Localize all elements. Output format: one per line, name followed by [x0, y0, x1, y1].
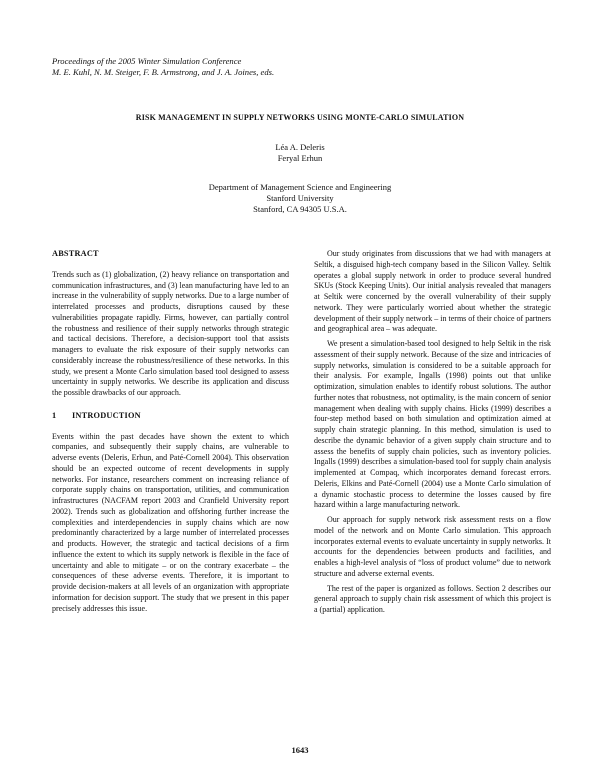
authors: [0, 142, 600, 164]
affiliation: [0, 182, 600, 215]
proceedings-line: Proceedings of the 2005 Winter Simulation Conference: [52, 56, 242, 66]
affiliation-line: Stanford, CA 94305 U.S.A.: [253, 204, 347, 214]
section-heading: [52, 411, 289, 422]
section-title: INTRODUCTION: [72, 410, 141, 420]
affiliation-line: Department of Management Science and Engineering: [208, 182, 392, 192]
right-column: [314, 249, 551, 616]
page-number: 1643: [291, 745, 309, 755]
paragraph: Our study originates from discussions that we had with managers at Seltik, a disguised high-tech company based in the Silicon Valley. Seltik operates a global supply network in order to produce several hundred SKUs (Stock Keeping Units). Our initial analysis revealed that managers at Seltik were concerned by the overall vulnerability of their supply network. They were particularly worried about whether the strategic development of their supply network – in terms of their choice of partners and geographical area – was adequate.: [314, 249, 551, 334]
author-name: Feryal Erhun: [277, 153, 323, 163]
affiliation-line: Stanford University: [266, 193, 334, 203]
paragraph: Our approach for supply network risk assessment rests on a flow model of the network and on Monte Carlo simulation. This approach incorporates external events to evaluate uncertainty in supply networks. It accounts for the dependencies between products and facilities, and enables a high-level analysis of “loss of product volume” due to network structure and adverse external events.: [314, 515, 551, 578]
editors-line: M. E. Kuhl, N. M. Steiger, F. B. Armstrong, and J. A. Joines, eds.: [52, 67, 275, 77]
proceedings-header: [52, 56, 274, 78]
section-number: 1: [52, 410, 57, 420]
paragraph: Events within the past decades have shown the extent to which companies, and subsequently their supply chains, are vulnerable to adverse events (Deleris, Erhun, and Paté-Cornell 2004). This observation should be an expected outcome of recent developments in supply networks. For instance, researchers comment on increasing reliance of corporate supply chains on transportation, utilities, and communication infrastructures (NACFAM report 2003 and Cranfield University report 2002). Trends such as globalization and offshoring further increase the complexities and interdependencies in supply chains which are now predominantly characterized by a large number of interrelated processes and products. However, the strategic and tactical decisions of a firm influence the extent to which its supply network is flexible in the face of uncertainty and able to mitigate – or on the contrary exacerbate – the consequences of these adverse events. Therefore, it is important to provide decision-makers at all levels of an organization with appropriate information for decision support. The study that we present in this paper precisely addresses this issue.: [52, 431, 289, 613]
left-column: [52, 249, 289, 614]
abstract-heading: ABSTRACT: [52, 249, 99, 258]
paragraph: We present a simulation-based tool designed to help Seltik in the risk assessment of their supply network. Because of the size and intricacies of supply networks, simulation is considered to be a suitable approach for their analysis. For example, Ingalls (1998) points out that unlike optimization, simulation enables to identify robust solutions. The author further notes that robustness, not optimality, is the main concern of senior management when dealing with supply chains. Hicks (1999) describes a four-step method based on both simulation and optimization aimed at supply chain strategic planning. In this method, simulation is used to describe the dynamic behavior of a given supply chain structure and to assess the benefits of supply chain policies, such as inventory policies. Ingalls (1999) describes a simulation-based tool for supply chain analysis implemented at Compaq, which incorporates demand forecast errors. Deleris, Elkins and Paté-Cornell (2004) use a Monte Carlo simulation of a dynamic stochastic process to determine the losses caused by fire hazard within a large manufacturing network.: [314, 339, 551, 510]
author-name: Léa A. Deleris: [275, 142, 325, 152]
paragraph: The rest of the paper is organized as follows. Section 2 describes our general approach to supply chain risk assessment of which this project is a (partial) application.: [314, 583, 551, 614]
paper-title: RISK MANAGEMENT IN SUPPLY NETWORKS USING MONTE-CARLO SIMULATION: [135, 113, 465, 122]
abstract-text: Trends such as (1) globalization, (2) heavy reliance on transportation and communication infrastructures, and (3) lean manufacturing have led to an increase in the vulnerability of supply networks. Due to a large number of interrelated processes and products, disruptions caused by these vulnerabilities propagate rapidly. Firms, however, can partially control the robustness and resilience of their supply networks through strategic and tactical decisions. Therefore, a decision-support tool that assists managers to evaluate the risk exposure of their supply networks can considerably increase the robustness/resilience of these networks. In this study, we present a Monte Carlo simulation based tool designed to assess uncertainty in supply networks. We describe its application and discuss the possible drawbacks of our approach.: [52, 269, 289, 397]
